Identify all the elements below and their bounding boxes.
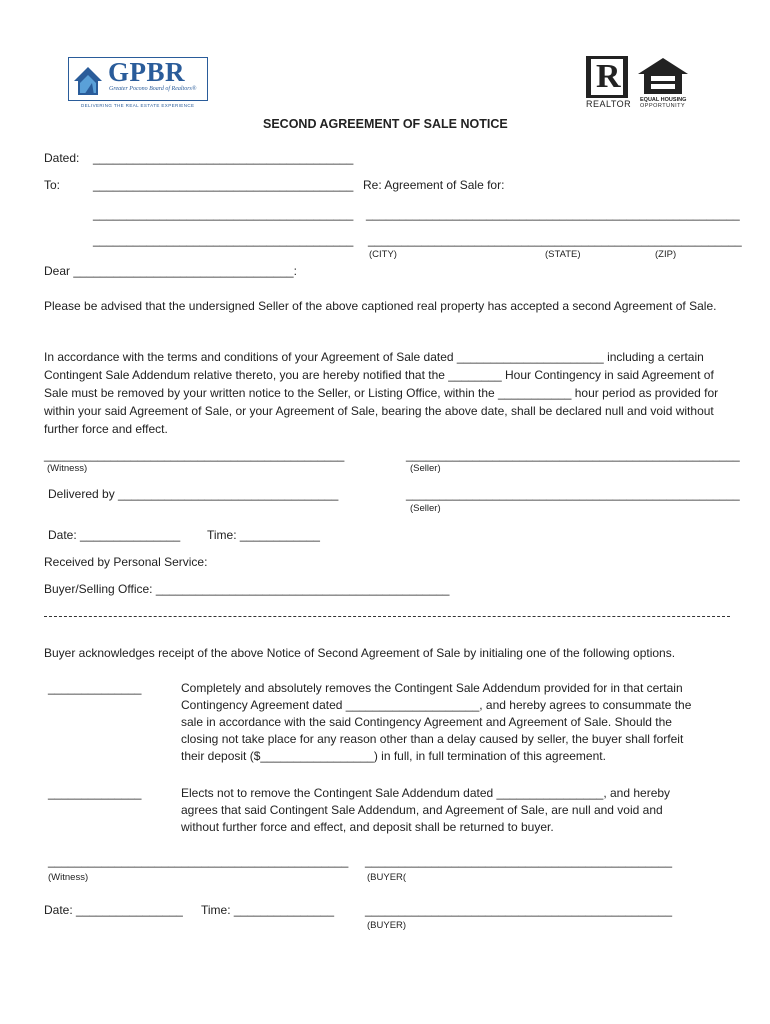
zip-label: (ZIP) <box>655 249 677 260</box>
logo-tagline: DELIVERING THE REAL ESTATE EXPERIENCE <box>81 103 195 108</box>
eho-label-1: EQUAL HOUSING <box>640 97 687 103</box>
equal-housing-icon <box>636 56 690 96</box>
witness-signature-line-2[interactable]: _____________________________________________ <box>48 854 349 868</box>
witness-label-2: (Witness) <box>48 872 89 883</box>
eho-label-2: OPPORTUNITY <box>640 103 686 109</box>
received-label: Received by Personal Service: <box>44 555 208 569</box>
time-line-2[interactable]: Time: _______________ <box>201 903 334 917</box>
seller-label-1: (Seller) <box>410 463 441 474</box>
buyer-label-1: (BUYER( <box>367 872 407 883</box>
logo-text: GPBR <box>108 57 186 87</box>
realtor-r-icon: R <box>596 58 621 95</box>
gpbr-logo <box>68 57 208 108</box>
delivered-by-line[interactable]: Delivered by _________________________________ <box>48 487 339 501</box>
date-line-1[interactable]: Date: _______________ <box>48 528 181 542</box>
option1-initial-field[interactable]: ______________ <box>48 681 142 695</box>
time-line-1[interactable]: Time: ____________ <box>207 528 320 542</box>
city-label: (CITY) <box>369 249 397 260</box>
buyer-label-2: (BUYER) <box>367 920 407 931</box>
para-terms: In accordance with the terms and conditions of your Agreement of Sale dated ______________________ including a certain Contingent Sale Addendum relative thereto, you are hereby notified that the ________ Hour Contingency in said Agreement of Sale must be removed by your written notice to the Seller, or Listing Office, within the ___________ hour period as provided for within your said Agreement of Sale, or your Agreement of Sale, bearing the above date, shall be declared null and void without further force and effect. <box>44 350 719 436</box>
realtor-logo <box>586 56 628 98</box>
dated-label: Dated: <box>44 151 80 165</box>
dear-line[interactable]: Dear _________________________________: <box>44 264 297 278</box>
buyer-signature-line-2[interactable]: ______________________________________________ <box>365 903 672 917</box>
acknowledgement-text: Buyer acknowledges receipt of the above Notice of Second Agreement of Sale by initialing one of the following options. <box>44 646 676 660</box>
para-accepted: Please be advised that the undersigned Seller of the above captioned real property has accepted a second Agreement of Sale. <box>44 299 717 313</box>
address-field-2[interactable]: ________________________________________________________ <box>368 233 742 247</box>
option2-text: Elects not to remove the Contingent Sale Addendum dated ________________, and hereby agrees that said Contingent Sale Addendum, and Agreement of Sale, are null and void and without further force and effect, and deposit shall be returned to buyer. <box>181 786 671 834</box>
buyer-signature-line-1[interactable]: ______________________________________________ <box>365 854 672 868</box>
to-field-1[interactable]: _______________________________________ <box>93 178 354 192</box>
dated-field[interactable]: _______________________________________ <box>93 151 354 165</box>
seller-label-2: (Seller) <box>410 503 441 514</box>
realtor-label: REALTOR <box>586 99 632 109</box>
option2-initial-field[interactable]: ______________ <box>48 786 142 800</box>
witness-signature-line[interactable]: _____________________________________________ <box>44 448 345 462</box>
re-label: Re: Agreement of Sale for: <box>363 178 505 192</box>
buyer-office-line[interactable]: Buyer/Selling Office: ____________________________________________ <box>44 582 450 596</box>
seller-signature-line-1[interactable]: __________________________________________________ <box>406 448 740 462</box>
to-field-3[interactable]: _______________________________________ <box>93 233 354 247</box>
to-label: To: <box>44 178 61 192</box>
logo-subtitle: Greater Pocono Board of Realtors® <box>109 86 197 92</box>
address-field-1[interactable]: ________________________________________________________ <box>366 207 740 221</box>
to-field-2[interactable]: _______________________________________ <box>93 207 354 221</box>
option1-text: Completely and absolutely removes the Contingent Sale Addendum provided for in that certain Contingency Agreement dated ____________________, and hereby agrees to consummate the sale in accordance with the said Contingency Agreement and Agreement of Sale. Should the closing not take place for any reason other than a delay caused by seller, the buyer shall forfeit their deposit ($_________________) in full, in full termination of this agreement. <box>181 681 692 763</box>
date-line-2[interactable]: Date: ________________ <box>44 903 183 917</box>
page-title: SECOND AGREEMENT OF SALE NOTICE <box>263 117 508 131</box>
seller-signature-line-2[interactable]: __________________________________________________ <box>406 487 740 501</box>
dashed-divider <box>44 616 730 617</box>
witness-label: (Witness) <box>47 463 88 474</box>
state-label: (STATE) <box>545 249 581 260</box>
